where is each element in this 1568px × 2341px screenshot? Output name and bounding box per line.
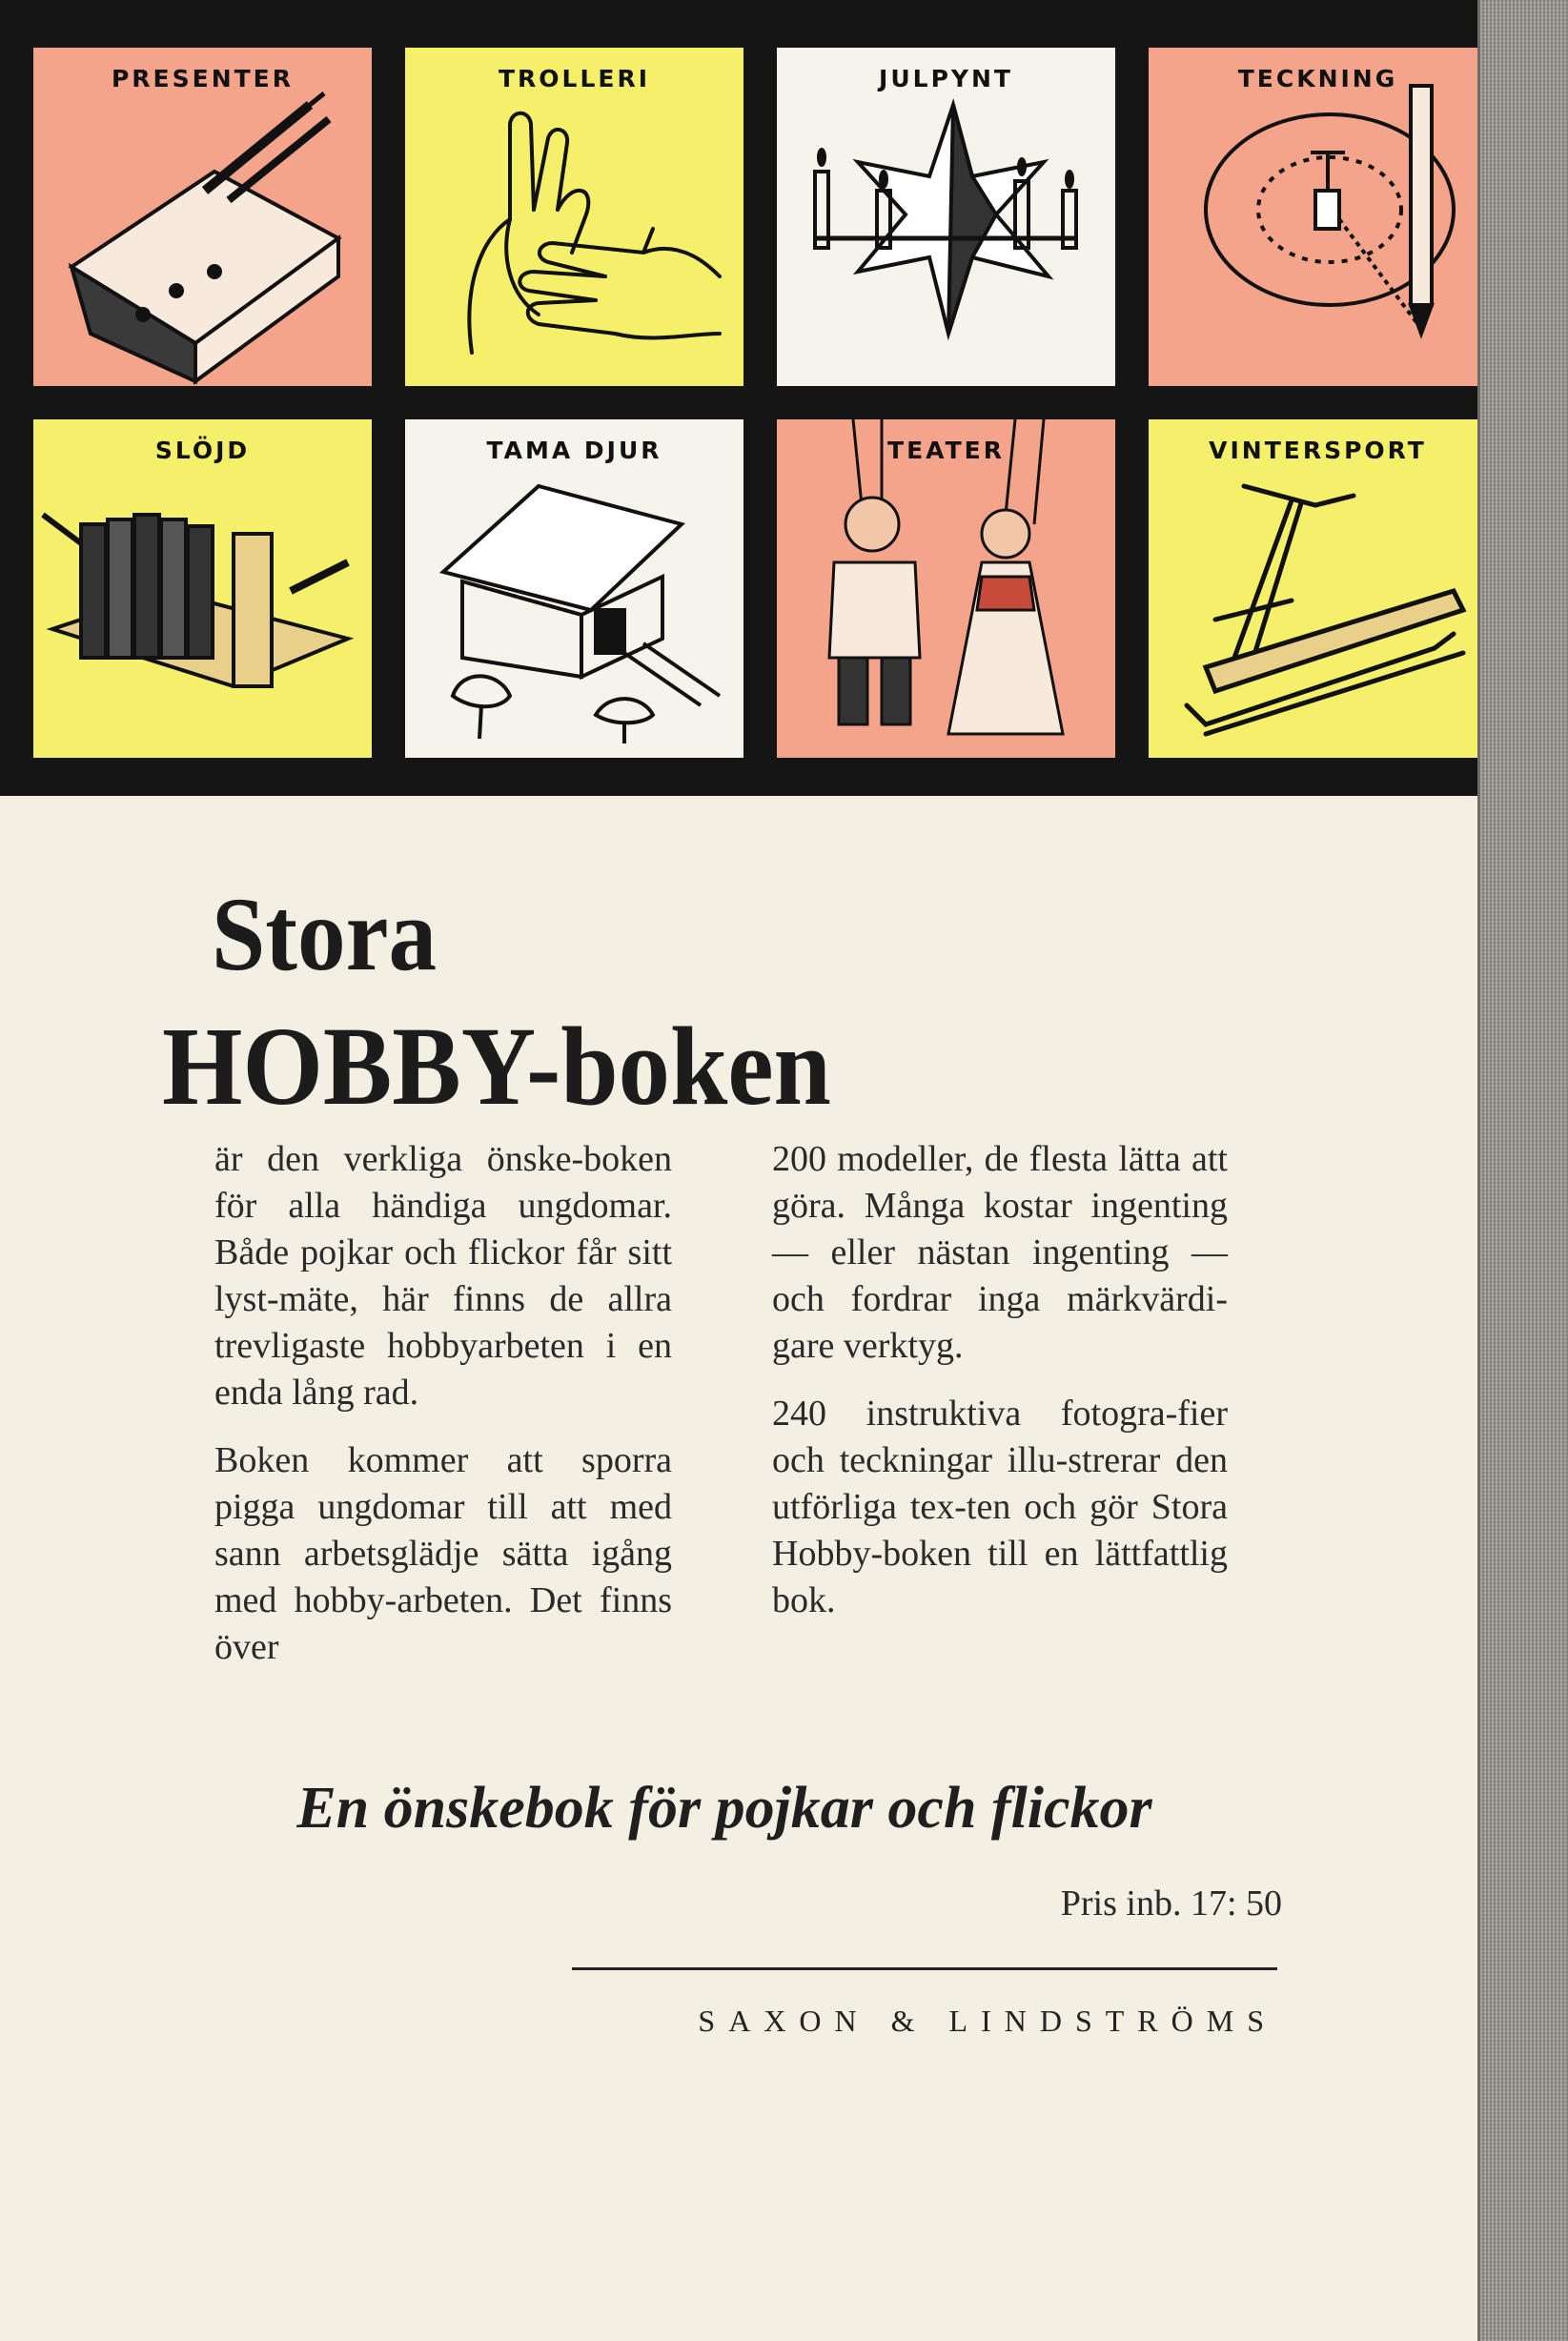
description-paragraph: Boken kommer att sporra pigga ungdomar till att med sann arbetsglädje sätta igång med hobby-arbeten. Det finns över (214, 1440, 672, 1667)
kick-sled-icon (1149, 419, 1477, 758)
description-paragraph: är den verkliga önske-boken för alla händiga ungdomar. Både pojkar och flickor får sitt lyst-mäte, här finns de allra trevligaste hobbyarbeten i en enda lång rad. (214, 1139, 672, 1413)
henhouse-icon (405, 419, 743, 758)
tile-vintersport (1149, 419, 1477, 758)
magic-hands-icon (405, 48, 743, 386)
cloth-spine (1477, 0, 1568, 2341)
tile-label: JULPYNT (879, 65, 1013, 92)
tile-label: SLÖJD (154, 437, 251, 464)
tile-trolleri (405, 48, 743, 386)
bookends-icon (33, 419, 372, 758)
tile-tama-djur (405, 419, 743, 758)
tagline: En önskebok för pojkar och flickor (296, 1776, 1152, 1841)
description-paragraph: 240 instruktiva fotogra-fier och teckningar illu-strerar den utförliga tex-ten och gör Stora Hobby-boken till en lättfattlig bok. (772, 1394, 1228, 1620)
description-paragraph: 200 modeller, de flesta lätta att göra. Många kostar ingenting — eller nästan ingenting — och fordrar inga märkvärdi-gare verktyg. (772, 1139, 1228, 1366)
tile-label: TECKNING (1237, 65, 1398, 92)
price: Pris inb. 17: 50 (1060, 1883, 1282, 1924)
divider (572, 1967, 1277, 1970)
pen-holder-icon (33, 48, 372, 386)
book-title-line1: Stora (212, 876, 438, 992)
compass-drawing-icon (1149, 48, 1477, 386)
book-title-line2: HOBBY-boken (162, 1004, 831, 1129)
tile-julpynt (777, 48, 1115, 386)
tile-label: TROLLERI (498, 65, 651, 92)
tile-label: TAMA DJUR (486, 437, 662, 464)
candle-star-icon (777, 48, 1115, 386)
tile-presenter (33, 48, 372, 386)
tile-slojd (33, 419, 372, 758)
tile-teckning (1149, 48, 1477, 386)
description-left-column (214, 1136, 672, 1692)
publisher-name: SAXON & LINDSTRÖMS (698, 2004, 1277, 2038)
tile-teater (777, 419, 1115, 758)
tile-label: VINTERSPORT (1209, 437, 1427, 464)
tile-label: TEATER (887, 437, 1005, 464)
marionettes-icon (777, 419, 1115, 758)
description-right-column (772, 1136, 1228, 1645)
tile-label: PRESENTER (111, 65, 295, 92)
